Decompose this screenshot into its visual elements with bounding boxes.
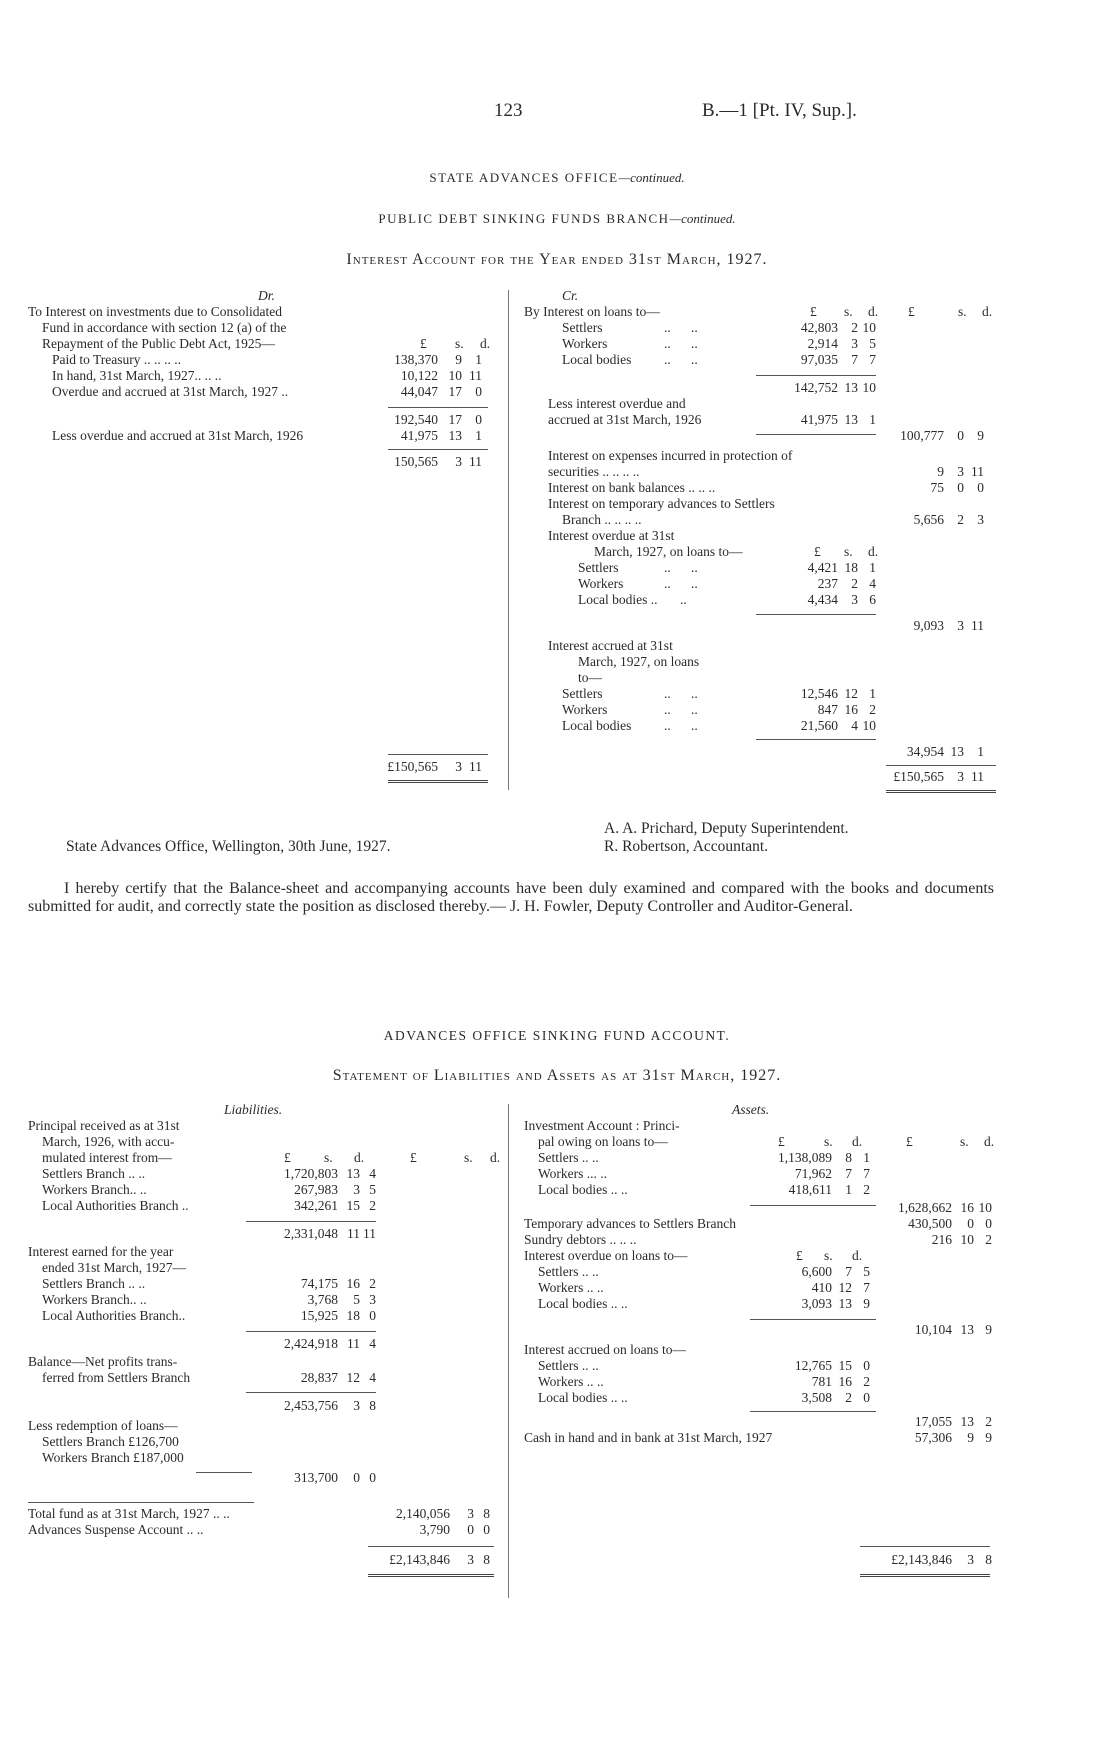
cr-overdue-item: Local bodies .. .. 4,434 3 6 [578,592,876,607]
assets-column [524,1102,998,1602]
liab-intro-line: Principal received as at 31st [28,1118,180,1133]
signatory: R. Robertson, Accountant. [604,838,769,855]
cr-net-loans: 100,777 0 9 [900,428,984,443]
signatory: A. A. Prichard, Deputy Superintendent. [604,820,849,837]
column-divider [508,290,509,790]
cr-loans-total: 142,752 13 10 [794,380,876,395]
interest-account-credit [524,288,998,798]
assets-overdue-total: 10,104 13 9 [914,1322,992,1337]
col-head: s. [958,304,967,319]
dr-total: £150,565 3 11 [387,759,482,774]
cr-loan-item: Workers .. .. 2,914 3 5 [562,336,876,351]
liab-redemption-total: 313,700 0 0 [294,1470,376,1485]
liab-principal-item: Workers Branch.. .. 267,983 3 5 [42,1182,376,1197]
col-head: d. [354,1150,365,1165]
interest-account-title: Interest Account for the Year ended 31st March, 1927. [346,251,768,268]
col-head: d. [982,304,993,319]
cr-less-label: Less interest overdue and [548,396,686,411]
dr-net: 150,565 3 11 [394,454,482,469]
assets-investment-item: Settlers .. .. 1,138,089 8 1 [538,1150,870,1165]
col-head: s. [824,1134,833,1149]
cr-accrued-item: Local bodies .. .. 21,560 4 10 [562,718,876,733]
interest-account-debit [28,288,504,798]
col-head: £ [778,1134,785,1149]
liab-interest-item: Local Authorities Branch.. 15,925 18 0 [42,1308,376,1323]
liab-redemption-item: Settlers Branch £126,700 [42,1434,179,1449]
col-head: £ [796,1248,803,1263]
dr-less: Less overdue and accrued at 31st March, 1926 41,975 13 1 [52,428,482,443]
cr-overdue-total: 9,093 3 11 [913,618,984,633]
dr-label: Dr. [258,288,275,303]
cr-overdue-item: Workers .. .. 237 2 4 [578,576,876,591]
assets-accrued-item: Settlers .. .. 12,765 15 0 [538,1358,870,1373]
liab-interest-intro: ended 31st March, 1927— [42,1260,186,1275]
liab-redemption-intro: Less redemption of loans— [28,1418,178,1433]
cr-accrued-label: Interest accrued at 31st [548,638,673,653]
col-head: s. [455,336,464,351]
liab-interest-item: Workers Branch.. .. 3,768 5 3 [42,1292,376,1307]
dr-intro-line: To Interest on investments due to Consolidated [28,304,283,319]
assets-accrued-total: 17,055 13 2 [914,1414,992,1429]
col-head: £ [420,336,427,351]
assets-intro-line: pal owing on loans to— [538,1134,668,1149]
col-head: s. [844,544,853,559]
document-reference: B.—1 [Pt. IV, Sup.]. [702,100,857,121]
liab-interest-total: 2,424,918 11 4 [284,1336,376,1351]
col-head: £ [906,1134,913,1149]
dr-line-item: In hand, 31st March, 1927.. .. .. 10,122 10 11 [52,368,482,383]
audit-certificate: I hereby certify that the Balance-sheet and accompanying accounts have been duly examined and compared with the books and documents submitted for audit, and correctly state the position as disclosed thereby.— J. H. Fowler, Deputy Controller and Auditor-General. [28,880,994,915]
col-head: s. [324,1150,333,1165]
col-head: £ [410,1150,417,1165]
col-head: £ [814,544,821,559]
liab-principal-total: 2,331,048 11 11 [284,1226,376,1241]
col-head: s. [960,1134,969,1149]
assets-accrued-intro: Interest accrued on loans to— [524,1342,686,1357]
assets-accrued-item: Workers .. .. 781 16 2 [538,1374,870,1389]
cr-expenses: securities .. .. .. .. 9 3 11 [548,464,984,479]
liab-redemption-item: Workers Branch £187,000 [42,1450,184,1465]
cr-temp: Branch .. .. .. .. 5,656 2 3 [562,512,984,527]
liab-balance-total: 2,453,756 3 8 [284,1398,376,1413]
column-divider [508,1104,509,1598]
col-head: d. [490,1150,501,1165]
cr-accrued-item: Workers .. .. 847 16 2 [562,702,876,717]
cr-temp-label: Interest on temporary advances to Settlers [548,496,775,511]
assets-label: Assets. [732,1102,770,1117]
cr-loan-item: Local bodies .. .. 97,035 7 7 [562,352,876,367]
col-head: d. [868,544,879,559]
assets-overdue-intro: Interest overdue on loans to— [524,1248,688,1263]
cr-expenses-label: Interest on expenses incurred in protection of [548,448,793,463]
liab-principal-item: Local Authorities Branch .. 342,261 15 2 [42,1198,376,1213]
branch-title: PUBLIC DEBT SINKING FUNDS BRANCH—continued. [378,211,736,226]
office-title: STATE ADVANCES OFFICE—continued. [429,170,685,185]
assets-cash: Cash in hand and in bank at 31st March, 1927 57,306 9 9 [524,1430,992,1445]
liab-total-fund: Total fund as at 31st March, 1927 .. .. 2,140,056 3 8 [28,1506,490,1521]
assets-total: £2,143,846 3 8 [891,1552,992,1567]
assets-investment-item: Workers ... .. 71,962 7 7 [538,1166,870,1181]
liab-suspense: Advances Suspense Account .. .. 3,790 0 0 [28,1522,490,1537]
col-head: d. [984,1134,995,1149]
col-head: s. [824,1248,833,1263]
liab-interest-intro: Interest earned for the year [28,1244,174,1259]
cr-overdue-item: Settlers .. .. 4,421 18 1 [578,560,876,575]
cr-bank: Interest on bank balances .. .. .. 75 0 0 [548,480,984,495]
statement-title: Statement of Liabilities and Assets as at 31st March, 1927. [332,1067,782,1084]
dr-intro-line: Fund in accordance with section 12 (a) of the [42,320,287,335]
cr-overdue-label: March, 1927, on loans to— [594,544,743,559]
assets-overdue-item: Workers .. .. 410 12 7 [538,1280,870,1295]
liab-intro-line: March, 1926, with accu- [42,1134,175,1149]
liab-balance-label: Balance—Net profits trans- [28,1354,178,1369]
liab-total: £2,143,846 3 8 [389,1552,490,1567]
dr-subtotal: 192,540 17 0 [394,412,482,427]
col-head: s. [844,304,853,319]
liab-principal-item: Settlers Branch .. .. 1,720,803 13 4 [42,1166,376,1181]
assets-accrued-item: Local bodies .. .. 3,508 2 0 [538,1390,870,1405]
assets-intro-line: Investment Account : Princi- [524,1118,680,1133]
place-date: State Advances Office, Wellington, 30th June, 1927. [66,838,391,855]
page-number: 123 [494,100,523,121]
col-head: £ [908,304,915,319]
assets-temp: Temporary advances to Settlers Branch 430,500 0 0 [524,1216,992,1231]
dr-line-item: Paid to Treasury .. .. .. .. 138,370 9 1 [52,352,482,367]
cr-loan-item: Settlers .. .. 42,803 2 10 [562,320,876,335]
col-head: d. [852,1248,863,1263]
assets-investment-item: Local bodies .. .. 418,611 1 2 [538,1182,870,1197]
col-head: d. [852,1134,863,1149]
liabilities-column [28,1102,504,1602]
assets-overdue-item: Settlers .. .. 6,600 7 5 [538,1264,870,1279]
liab-interest-item: Settlers Branch .. .. 74,175 16 2 [42,1276,376,1291]
cr-overdue-label: Interest overdue at 31st [548,528,675,543]
cr-intro: By Interest on loans to— [524,304,660,319]
dr-line-item: Overdue and accrued at 31st March, 1927 .. 44,047 17 0 [52,384,482,399]
liab-intro-line: mulated interest from— [42,1150,172,1165]
liab-balance: ferred from Settlers Branch 28,837 12 4 [42,1370,376,1385]
col-head: s. [464,1150,473,1165]
col-head: £ [810,304,817,319]
cr-accrued-label: to— [578,670,603,685]
cr-less: accrued at 31st March, 1926 41,975 13 1 [548,412,876,427]
liabilities-label: Liabilities. [224,1102,283,1117]
dr-intro-line: Repayment of the Public Debt Act, 1925— [42,336,275,351]
col-head: d. [868,304,879,319]
cr-accrued-label: March, 1927, on loans [578,654,700,669]
sinking-fund-title: ADVANCES OFFICE SINKING FUND ACCOUNT. [383,1028,731,1043]
cr-accrued-item: Settlers .. .. 12,546 12 1 [562,686,876,701]
assets-sundry: Sundry debtors .. .. .. 216 10 2 [524,1232,992,1247]
cr-accrued-total: 34,954 13 1 [906,744,984,759]
assets-investment-total: 1,628,662 16 10 [898,1200,992,1215]
col-head: d. [480,336,491,351]
assets-overdue-item: Local bodies .. .. 3,093 13 9 [538,1296,870,1311]
cr-total: £150,565 3 11 [893,769,984,784]
col-head: £ [284,1150,291,1165]
cr-label: Cr. [562,288,579,303]
